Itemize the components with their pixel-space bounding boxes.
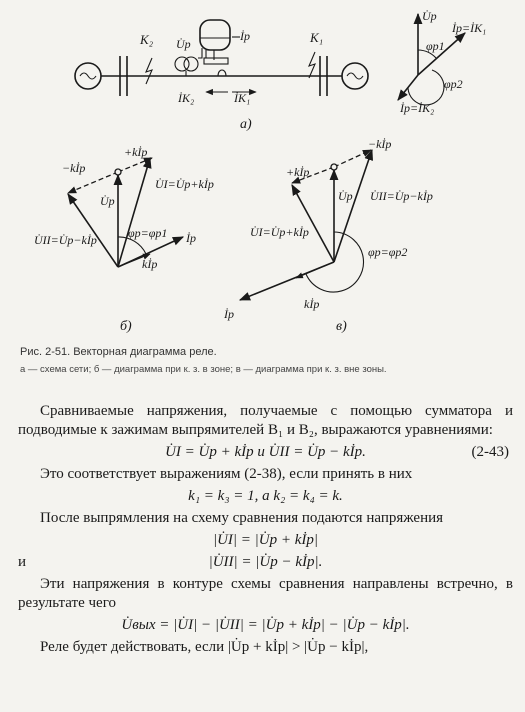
b-label-kip2: kİр [142,257,158,271]
v-label-ui: U̇I=U̇р+kİр [250,225,309,239]
vector-ui [118,158,150,267]
b-label-uii: U̇II=U̇р−kİр [34,233,97,247]
caption-title: Рис. 2-51. Векторная диаграмма реле. [20,346,217,358]
equation-2-43 [18,443,513,462]
v-label-kip2: kİр [304,297,320,311]
v-label-ur: U̇р [338,189,353,203]
v-label-neg-kip: −kİр [368,137,392,151]
equation-abs-uii-row [18,553,513,572]
vector-ui-v [292,185,334,262]
equation-coefficients: k₁ = k₃ = 1, а k₂ = k₄ = k. [188,488,343,504]
b-label-kip: +kİр [124,145,148,159]
panel-b-diagram [34,145,214,334]
label-ir: İр [240,29,250,43]
figure-caption [20,346,510,377]
v-label-uii: U̇II=U̇р−kİр [370,189,433,203]
paragraph-2: Это соответствует выражениям (2-38), если принять в них [40,466,413,482]
panel-a-letter: а) [240,117,252,132]
b-label-ui: U̇I=U̇р+kİр [155,177,214,191]
equation-abs-uii: |U̇II| = |U̇р − kİр|. [208,554,323,570]
v-label-ip: İр [224,307,234,321]
conjunction: и [18,554,27,570]
label-ik1: İК₁ [234,91,251,105]
inset-label-ip-k2: İр=İК₂ [400,101,435,115]
label-k2: K₂ [140,32,154,47]
vector-diagram-figure [0,0,525,345]
equation-2-43-body: U̇I = U̇р + kİр и U̇II = U̇р − kİр. [165,444,366,460]
equation-output: U̇вых = |U̇I| − |U̇II| = |U̇р + kİр| − |U̇р − kİр|. [121,617,410,633]
vector-uii-v [334,150,372,262]
v-label-phi: φр=φр2 [368,245,408,259]
paragraph-3: После выпрямления на схему сравнения подаются напряжения [40,510,444,526]
equation-number: (2-43) [471,444,509,460]
b-label-ur: U̇р [100,194,115,208]
fault-k1-icon [309,52,315,78]
paragraph-1: Сравниваемые напряжения, получаемые с помощью сумматора и подводимые к зажимам выпрямителей B₁ и B₂, выражаются уравнениями: [18,403,513,438]
fault-k2-icon [146,58,152,84]
caption-subtitle: а — схема сети; б — диаграмма при к. з. в зоне; в — диаграмма при к. з. вне зоны. [20,364,387,375]
current-transformer-icon [218,70,226,76]
label-k1: K₁ [310,30,324,45]
b-label-phi: φр=φр1 [128,226,168,240]
label-ur: U̇р [176,37,191,51]
voltage-transformer-icon [175,57,189,71]
panel-v-letter: в) [336,319,347,334]
b-label-ip: İр [186,231,196,245]
panel-v-diagram [223,137,433,334]
paragraph-5: Реле будет действовать, если |U̇р + kİр| > |U̇р − kİр|, [40,639,369,655]
b-label-neg-kip: −kİр [62,161,86,175]
panel-a-network-scheme [75,9,486,132]
paragraph-4: Эти напряжения в контуре схемы сравнения направлены встречно, в результате чего [18,576,513,611]
panel-b-letter: б) [120,319,132,334]
relay-icon [200,20,230,50]
inset-label-phi2: φр2 [444,77,463,91]
v-label-kip: +kİр [286,165,310,179]
body-text [18,402,513,657]
inset-label-phi1: φр1 [426,39,445,53]
inset-label-ip-k1: İр=İК₁ [452,21,487,35]
equation-abs-ui: |U̇I| = |U̇р + kİр| [212,532,319,548]
label-ik2: İК₂ [178,91,195,105]
inset-label-up: U̇р [422,9,437,23]
